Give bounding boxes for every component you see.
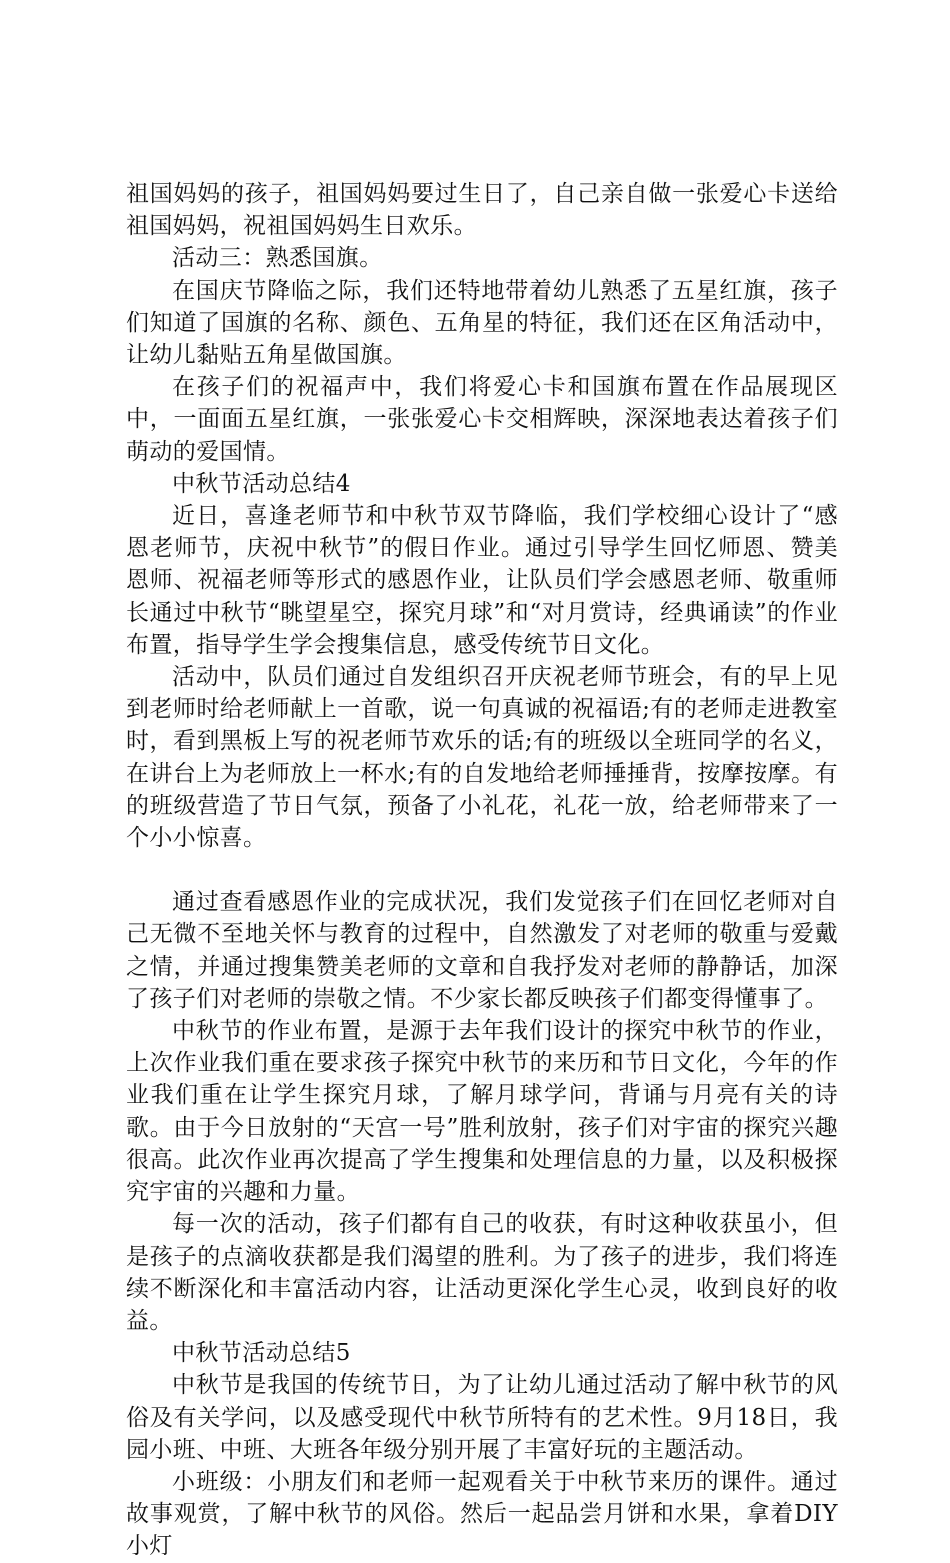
paragraph-continued: 祖国妈妈的孩子，祖国妈妈要过生日了，自己亲自做一张爱心卡送给祖国妈妈，祝祖国妈妈生日欢乐。 (126, 181, 838, 240)
section-heading-summary-4: 中秋节活动总结4 (172, 470, 351, 497)
document-body (126, 178, 838, 1563)
paragraph-mid-autumn-intro: 中秋节是我国的传统节日，为了让幼儿通过活动了解中秋节的风俗及有关学问，以及感受现代中秋节所特有的艺术性。9月18日，我园小班、中班、大班各年级分别开展了丰富好玩的主题活动。 (126, 1372, 838, 1463)
section-heading-summary-5: 中秋节活动总结5 (172, 1340, 351, 1367)
paragraph-moon-homework: 中秋节的作业布置，是源于去年我们设计的探究中秋节的作业，上次作业我们重在要求孩子探究中秋节的来历和节日文化，今年的作业我们重在让学生探究月球，了解月球学问，背诵与月亮有关的诗歌。由于今日放射的“天宫一号”胜利放射，孩子们对宇宙的探究兴趣很高。此次作业再次提高了学生搜集和处理信息的力量，以及积极探究宇宙的兴趣和力量。 (126, 1018, 838, 1206)
paragraph-gratitude-homework: 通过查看感恩作业的完成状况，我们发觉孩子们在回忆老师对自己无微不至地关怀与教育的过程中，自然激发了对老师的敬重与爱戴之情，并通过搜集赞美老师的文章和自我抒发对老师的静静话，加深了孩子们对老师的崇敬之情。不少家长都反映孩子们都变得懂事了。 (126, 889, 838, 1012)
activity-three-heading: 活动三：熟悉国旗。 (172, 245, 383, 272)
paragraph-blessings: 在孩子们的祝福声中，我们将爱心卡和国旗布置在作品展现区中，一面面五星红旗，一张张爱心卡交相辉映，深深地表达着孩子们萌动的爱国情。 (126, 374, 838, 465)
paragraph-class-activities: 活动中，队员们通过自发组织召开庆祝老师节班会，有的早上见到老师时给老师献上一首歌，说一句真诚的祝福语;有的老师走进教室时，看到黑板上写的祝老师节欢乐的话;有的班级以全班同学的名义，在讲台上为老师放上一杯水;有的自发地给老师捶捶背，按摩按摩。有的班级营造了节日气氛，预备了小礼花，礼花一放，给老师带来了一个小小惊喜。 (126, 664, 838, 852)
blank-line (126, 854, 838, 886)
paragraph-small-class: 小班级：小朋友们和老师一起观看关于中秋节来历的课件。通过故事观赏，了解中秋节的风俗。然后一起品尝月饼和水果，拿着DIY小灯 (126, 1468, 838, 1560)
paragraph-flag-activity: 在国庆节降临之际，我们还特地带着幼儿熟悉了五星红旗，孩子们知道了国旗的名称、颜色、五角星的特征，我们还在区角活动中，让幼儿黏贴五角星做国旗。 (126, 277, 838, 369)
paragraph-every-activity: 每一次的活动，孩子们都有自己的收获，有时这种收获虽小，但是孩子的点滴收获都是我们渴望的胜利。为了孩子的进步，我们将连续不断深化和丰富活动内容，让活动更深化学生心灵，收到良好的收益。 (126, 1211, 838, 1334)
paragraph-teachers-day: 近日，喜逢老师节和中秋节双节降临，我们学校细心设计了“感恩老师节，庆祝中秋节”的假日作业。通过引导学生回忆师恩、赞美恩师、祝福老师等形式的感恩作业，让队员们学会感恩老师、敬重师长通过中秋节“眺望星空，探究月球”和“对月赏诗，经典诵读”的作业布置，指导学生学会搜集信息，感受传统节日文化。 (126, 503, 838, 658)
